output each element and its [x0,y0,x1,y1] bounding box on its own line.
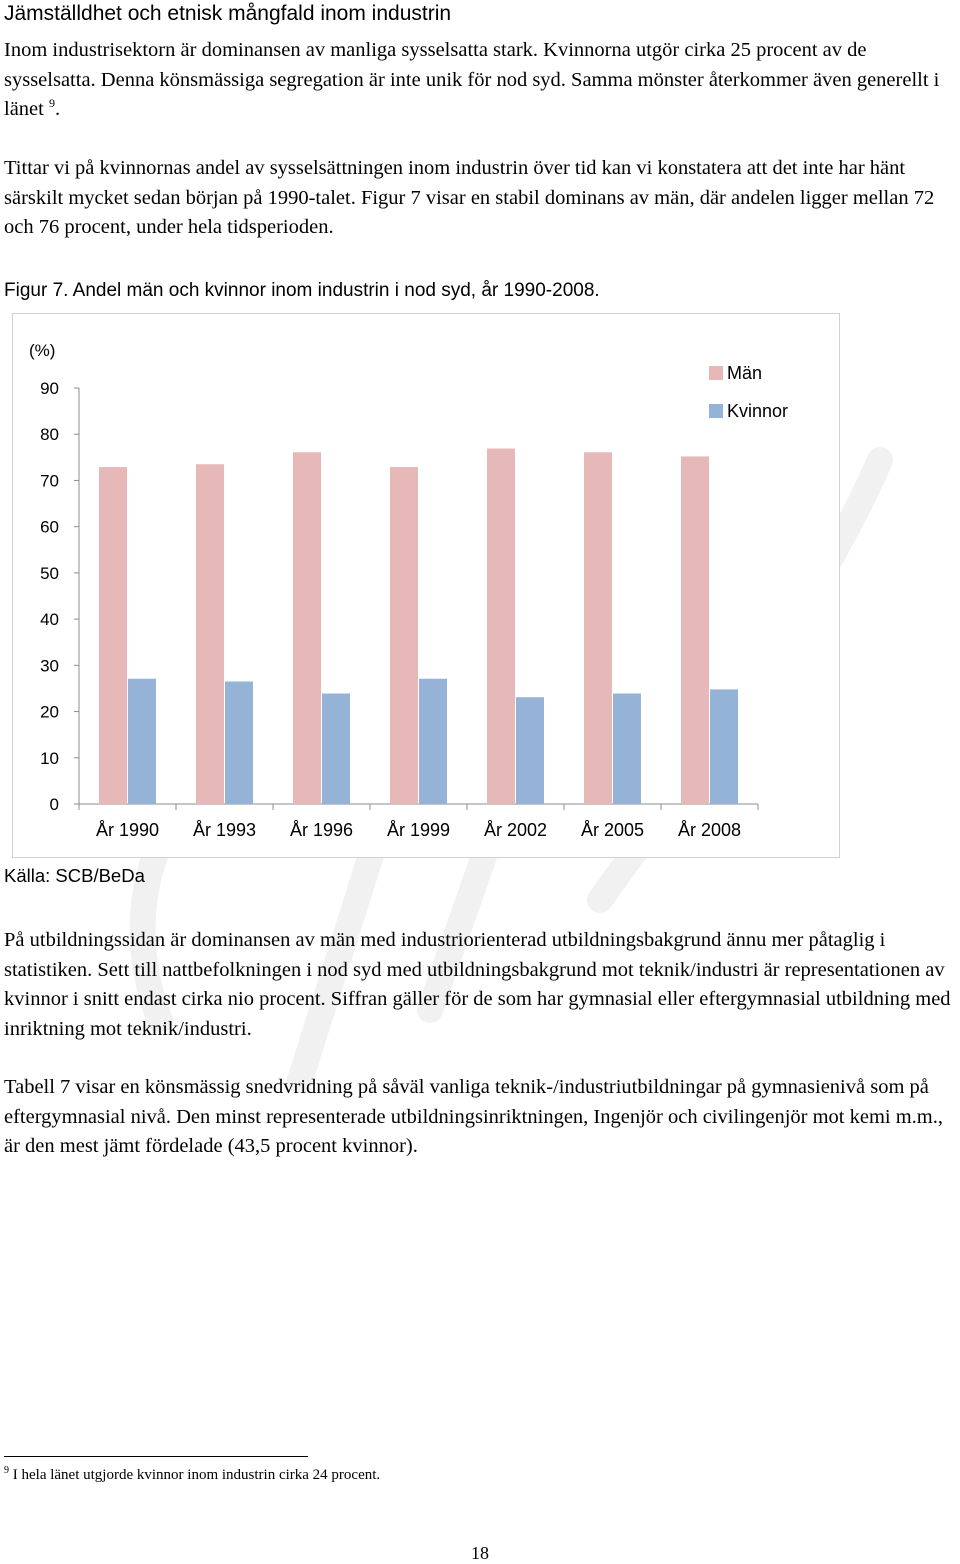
y-tick-label: 80 [40,425,59,445]
bar-män-4 [487,449,515,804]
paragraph-education: På utbildningssidan är dominansen av män med industriorienterad utbildningsbakgrund ännu mer påtaglig i statistiken. Sett till nattbefolkningen i nod syd med utbildningsbakgrund mot teknik/industri är representationen av kvinnor i snitt endast cirka nio procent. Siffran gäller för de som har gymnasial eller eftergymnasial utbildning med inriktning mot teknik/industri. [4,929,951,1040]
x-tick-label: År 2002 [483,820,548,840]
page-number: 18 [471,1543,489,1563]
footnote-text: I hela länet utgjorde kvinnor inom industrin cirka 24 procent. [12,1467,381,1483]
bar-kvinnor-5 [613,694,641,804]
x-tick-label: År 1993 [192,820,257,840]
x-tick-label: År 1990 [95,820,160,840]
bar-män-0 [99,467,127,804]
y-tick-label: 70 [40,471,59,491]
section-heading: Jämställdhet och etnisk mångfald inom industrin [4,2,452,25]
paragraph-trend: Tittar vi på kvinnornas andel av sysselsättningen inom industrin över tid kan vi konstatera att det inte har hänt särskilt mycket sedan början på 1990-talet. Figur 7 visar en stabil dominans av män, där andelen ligger mellan 72 och 76 procent, under hela tidsperioden. [4,157,935,238]
y-tick-label: 60 [40,517,59,537]
y-tick-label: 0 [49,795,59,814]
paragraph-table-ref: Tabell 7 visar en könsmässig snedvridning på såväl vanliga teknik-/industriutbildningar på gymnasienivå som på eftergymnasial nivå. Den minst representerade utbildningsinriktningen, Ingenjör och civilingenjör mot kemi m.m., är den mest jämt fördelade (43,5 procent kvinnor). [4,1076,943,1157]
y-tick-label: 30 [40,656,59,676]
x-tick-label: År 2005 [580,820,645,840]
footnote-number: 9 [4,1465,9,1476]
bar-män-6 [681,456,709,804]
bar-kvinnor-2 [322,694,350,804]
y-tick-label: 90 [40,379,59,398]
y-tick-label: 50 [40,563,59,583]
bar-män-5 [584,452,612,804]
y-axis-label: (%) [29,341,56,360]
bar-kvinnor-1 [225,682,253,804]
legend-label-kvinnor: Kvinnor [727,401,789,421]
bar-män-3 [390,467,418,804]
legend-swatch-män [709,366,723,380]
bar-kvinnor-6 [710,689,738,804]
footnote [4,1467,380,1484]
bar-kvinnor-4 [516,697,544,804]
paragraph-intro: Inom industrisektorn är dominansen av manliga sysselsatta stark. Kvinnorna utgör cirka 25 procent av de sysselsatta. Denna könsmässiga segregation är inte unik för nod syd. Samma mönster återkommer även generellt i länet $^9$. [4,39,940,120]
bar-chart-svg [13,314,839,857]
bar-kvinnor-0 [128,679,156,804]
legend-label-män: Män [727,363,763,383]
chart-source: Källa: SCB/BeDa [4,865,145,886]
figure-caption: Figur 7. Andel män och kvinnor inom industrin i nod syd, år 1990-2008. [4,280,600,301]
y-tick-label: 10 [40,748,59,768]
y-tick-label: 20 [40,702,59,722]
bar-män-2 [293,452,321,804]
footnote-divider [4,1456,308,1457]
bar-chart [12,313,840,858]
x-tick-label: År 1999 [386,820,451,840]
bar-män-1 [196,464,224,804]
x-tick-label: År 2008 [677,820,742,840]
x-tick-label: År 1996 [289,820,354,840]
y-tick-label: 40 [40,610,59,630]
footnote-reference: 9 [48,96,55,111]
bar-kvinnor-3 [419,679,447,804]
legend-swatch-kvinnor [709,404,723,418]
